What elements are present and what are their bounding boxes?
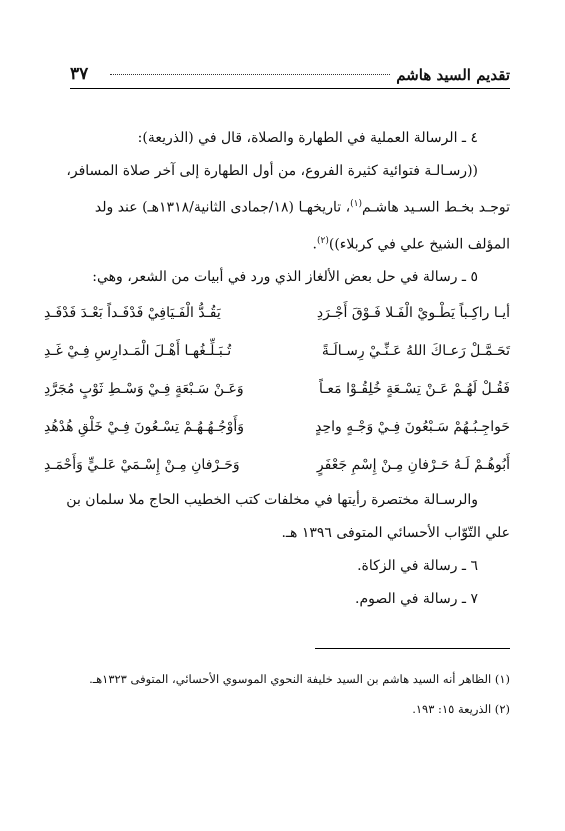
running-title: تقديم السيد هاشم xyxy=(396,66,510,84)
item-6: ٦ ـ رسالة في الزكاة. xyxy=(357,558,478,575)
verse-second-hemistich: تُـبَـلِّـغُهـا أَهْـلَ الْمَـدارِسِ فِـيْ غَـدِ xyxy=(44,343,232,360)
header-dotted-leader xyxy=(110,74,390,75)
quote-text: المؤلف الشيخ علي في كربلاء)) xyxy=(328,236,510,253)
quote-line xyxy=(44,188,510,225)
verse-first-hemistich: فَقُـلْ لَهُـمْ عَـنْ تِسْـعَةٍ خُلِقُـوْا مَعـاً xyxy=(319,381,510,398)
quote-text: . xyxy=(312,236,317,253)
page-header xyxy=(70,66,510,89)
main-text xyxy=(44,122,510,616)
poem-verse xyxy=(44,370,510,408)
poem-verse xyxy=(44,332,510,370)
item-4-heading: ٤ ـ الرسالة العملية في الطهارة والصلاة، قال في (الذريعة): xyxy=(137,130,478,146)
footnote-ref: (٢) xyxy=(317,235,329,246)
footnote-separator xyxy=(315,648,510,649)
verse-second-hemistich: يَقُـدُّ الْفَـيَافِيْ فَدْفَـداً بَعْـدَ فَدْفَـدِ xyxy=(44,305,221,322)
page-number: ٣٧ xyxy=(70,64,89,84)
verse-first-hemistich: أيـا راكِـباً يَطْـويْ الْفَـلا فَـوْقَ أَجْـرَدِ xyxy=(316,305,510,322)
quote-line xyxy=(44,225,510,262)
verse-second-hemistich: وَعَـنْ سَـبْعَةٍ فِـيْ وَسْـطِ ثَوْبٍ مُجَرَّدِ xyxy=(44,381,244,398)
poem xyxy=(44,294,510,484)
footnotes xyxy=(44,664,510,724)
paragraph-line: والرسـالة مختصرة رأيتها في مخلفات كتب الخطيب الحاج ملا سلمان بن xyxy=(66,492,478,509)
item-5-heading: ٥ ـ رسالة في حل بعض الألغاز الذي ورد في أبيات من الشعر، وهي: xyxy=(92,269,478,286)
paragraph-line: علي التّوّاب الأحسائي المتوفى ١٣٩٦ هـ. xyxy=(281,525,510,542)
quote-text: توجـد بخـط السـيد هاشـم xyxy=(361,199,510,216)
quote-text: ، تاريخهـا (١٨/جمادى الثانية/١٣١٨هـ) عند ولد xyxy=(94,199,351,216)
verse-second-hemistich: وَأَوْجُـهُـهُـمْ تِسْـعُونَ فِـيْ خَلْقِ هُدْهُدِ xyxy=(44,419,245,436)
verse-first-hemistich: أَبُوهُـمْ لَـهُ حَـرْفانِ مِـنْ إِسْمِ جَعْفَرٍ xyxy=(316,457,510,474)
poem-verse xyxy=(44,446,510,484)
verse-first-hemistich: تَحَـمَّـلْ رَعـاكَ اللهُ عَـنِّـيْ رِسـالَـةً xyxy=(321,343,510,360)
poem-verse xyxy=(44,408,510,446)
item-7: ٧ ـ رسالة في الصوم. xyxy=(355,591,478,608)
poem-verse xyxy=(44,294,510,332)
verse-first-hemistich: حَواجِـبُـهُمْ سَـبْعُونَ فِـيْ وَجْـهٍ واحِدٍ xyxy=(315,419,510,436)
footnote-ref: (١) xyxy=(350,199,362,209)
footnote: (٢) الذريعة ١٥: ١٩٣. xyxy=(412,702,510,716)
quote-line: ((رسـالـة فتوائية كثيرة الفروع، من أول الطهارة إلى آخر صلاة المسافر، xyxy=(66,163,478,179)
footnote: (١) الظاهر أنه السيد هاشم بن السيد خليفة النحوي الموسوي الأحسائي، المتوفى ١٣٢٣هـ. xyxy=(89,672,510,686)
verse-second-hemistich: وَحَـرْفانِ مِـنْ إِسْـمَيْ عَلـيٍّ وَأَحْمَـدِ xyxy=(44,457,240,474)
